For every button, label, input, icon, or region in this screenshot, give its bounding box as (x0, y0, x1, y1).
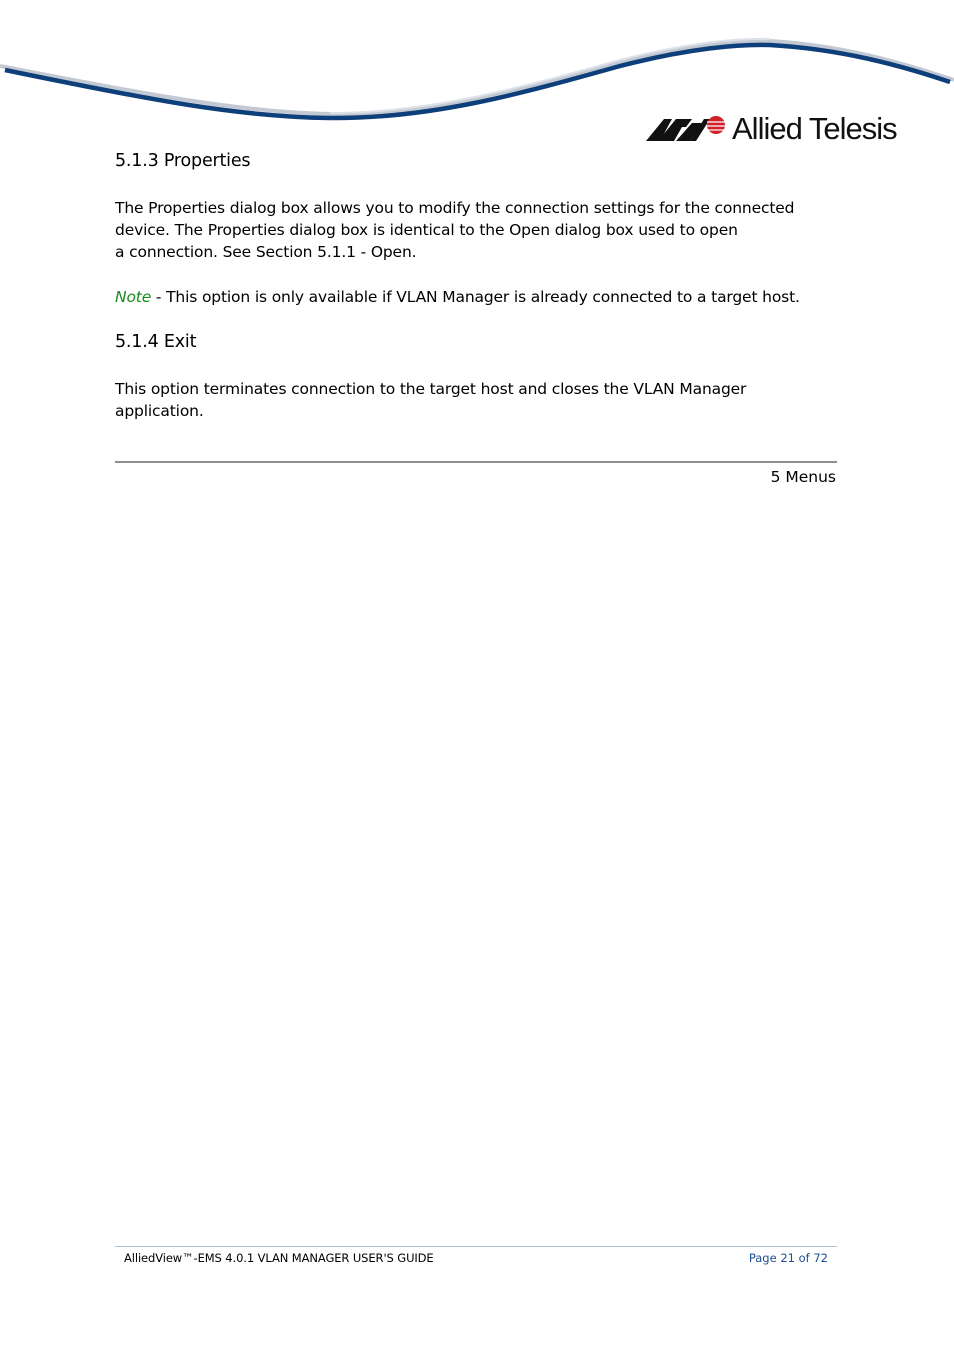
paragraph-line: This option terminates connection to the target host and closes the VLAN Manager (115, 380, 747, 398)
section-exit-body (115, 378, 837, 422)
footer-document-title: AlliedView™-EMS 4.0.1 VLAN MANAGER USER'S GUIDE (124, 1251, 434, 1265)
section-exit (115, 332, 837, 352)
section-properties (115, 151, 837, 171)
paragraph-line: application. (115, 402, 204, 420)
logo-mark-icon (646, 111, 726, 145)
paragraph-line: device. The Properties dialog box is identical to the Open dialog box used to open (115, 221, 738, 239)
paragraph-line: a connection. See Section 5.1.1 - Open. (115, 243, 417, 261)
section-divider (115, 461, 837, 463)
section-heading: 5.1.4 Exit (115, 332, 197, 352)
section-heading: 5.1.3 Properties (115, 151, 251, 171)
allied-telesis-logo (646, 108, 897, 148)
note-text: - This option is only available if VLAN Manager is already connected to a target host. (151, 288, 800, 306)
chapter-label: 5 Menus (770, 468, 836, 486)
header-swoosh (0, 0, 954, 125)
note-label: Note (115, 288, 152, 306)
note-paragraph (115, 286, 837, 308)
paragraph-line: The Properties dialog box allows you to modify the connection settings for the connected (115, 199, 795, 217)
logo-wordmark: Allied Telesis (732, 110, 897, 146)
footer-divider (115, 1246, 837, 1247)
section-properties-body (115, 197, 837, 263)
footer-page-number: Page 21 of 72 (748, 1251, 828, 1265)
